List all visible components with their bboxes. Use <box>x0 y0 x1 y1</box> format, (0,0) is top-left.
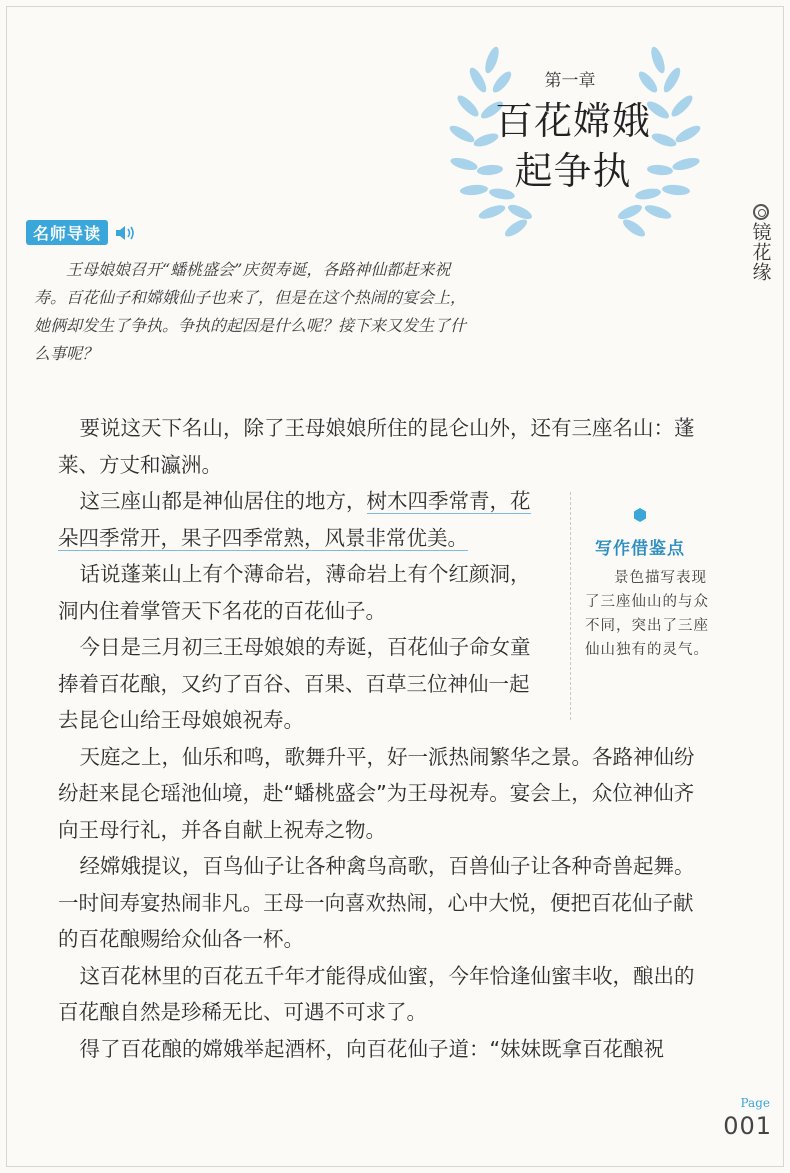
paragraph-5: 天庭之上，仙乐和鸣，歌舞升平，好一派热闹繁华之景。各路神仙纷纷赶来昆仑瑶池仙境，赴“蟠桃盛会”为王母祝寿。宴会上，众位神仙齐向王母行礼，并各自献上祝寿之物。 <box>58 744 695 842</box>
page-label: Page <box>740 1096 770 1110</box>
chapter-title-line-1: 百花嫦娥 <box>494 99 651 143</box>
note-text: 景色描写表现了三座仙山的与众不同，突出了三座仙山独有的灵气。 <box>585 570 709 658</box>
page-number: 001 <box>723 1112 772 1140</box>
paragraph-8: 得了百花酿的嫦娥举起酒杯，向百花仙子道：“妹妹既拿百花酿祝 <box>79 1036 665 1061</box>
paragraph-3: 话说蓬莱山上有个薄命岩，薄命岩上有个红颜洞，洞内住着掌管天下名花的百花仙子。 <box>58 562 531 623</box>
highlighted-sentence: 树木四季常青，花朵四季常开，果子四季常熟，风景非常优美。 <box>58 489 531 550</box>
paragraph-4: 今日是三月初三王母娘娘的寿诞，百花仙子命女童捧着百花酿，又约了百谷、百果、百草三位神仙一起去昆仑山给王母娘娘祝寿。 <box>58 635 531 732</box>
chapter-title <box>478 96 668 196</box>
side-book-title <box>746 204 776 282</box>
hexagon-icon <box>633 508 647 522</box>
guide-header <box>26 220 136 245</box>
speaker-icon[interactable] <box>114 224 136 242</box>
note-title: 写作借鉴点 <box>595 539 685 559</box>
paragraph-2-text: 这三座山都是神仙居住的地方， <box>79 489 367 513</box>
chapter-title-line-2: 起争执 <box>514 149 632 193</box>
paragraph-1: 要说这天下名山，除了王母娘娘所住的昆仑山外，还有三座名山：蓬莱、方丈和瀛洲。 <box>58 416 695 477</box>
paragraph-6: 经嫦娥提议，百鸟仙子让各种禽鸟高歌，百兽仙子让各种奇兽起舞。一时间寿宴热闹非凡。王母一向喜欢热闹，心中大悦，便把百花仙子献的百花酿赐给众仙各一杯。 <box>58 854 695 951</box>
side-book-title-text: 镜花缘 <box>749 222 772 282</box>
writing-note <box>570 492 721 720</box>
paragraph-2 <box>58 483 544 556</box>
ring-icon <box>753 204 769 220</box>
chapter-label: 第一章 <box>544 71 596 91</box>
paragraph-7: 这百花林里的百花五千年才能得成仙蜜，今年恰逢仙蜜丰收，酿出的百花酿自然是珍稀无比、可遇不可求了。 <box>58 963 695 1024</box>
guide-badge: 名师导读 <box>26 220 108 245</box>
guide-text: 王母娘娘召开“蟠桃盛会”庆贺寿诞，各路神仙都赶来祝寿。百花仙子和嫦娥仙子也来了，但是在这个热闹的宴会上，她俩却发生了争执。争执的起因是什么呢？接下来又发生了什么事呢？ <box>34 260 467 363</box>
